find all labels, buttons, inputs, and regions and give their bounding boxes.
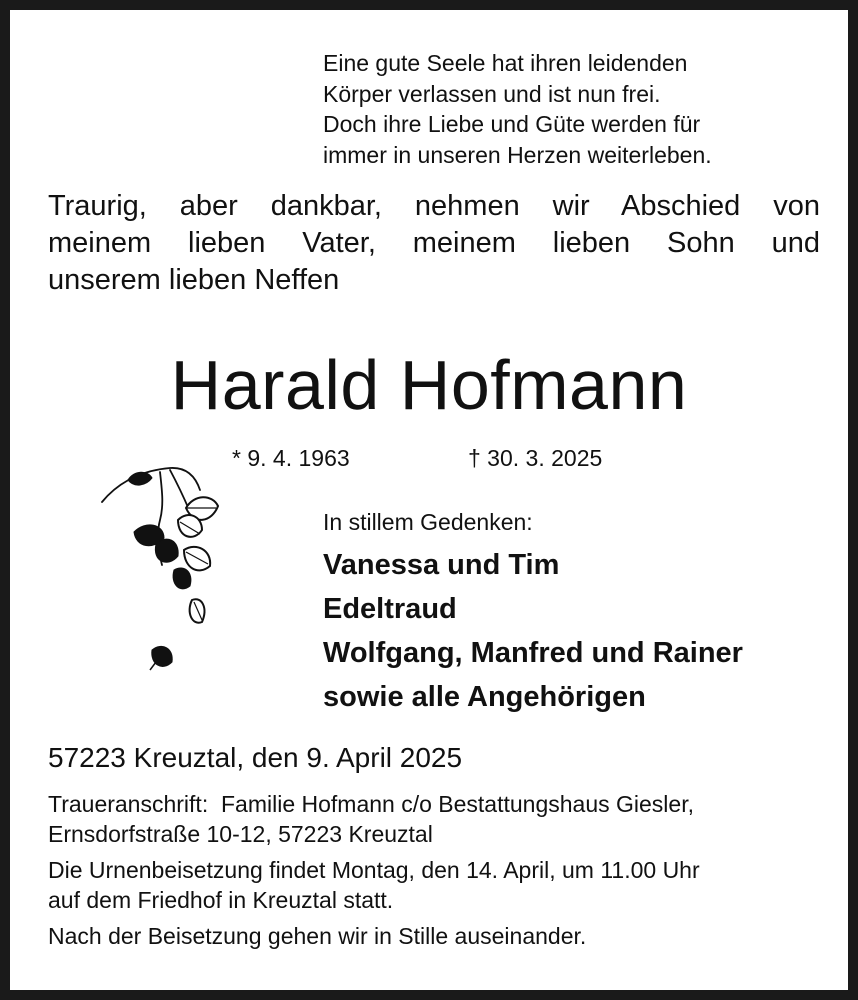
burial-line: auf dem Friedhof in Kreuztal statt. bbox=[48, 887, 394, 913]
verse-line: Eine gute Seele hat ihren leidenden bbox=[323, 50, 688, 76]
death-date: † 30. 3. 2025 bbox=[468, 445, 603, 471]
mourner-line: Vanessa und Tim bbox=[323, 549, 560, 581]
deceased-name: Harald Hofmann bbox=[170, 346, 688, 424]
mourners-list bbox=[323, 543, 743, 719]
intro-line: meinem lieben Vater, meinem lieben Sohn und bbox=[48, 227, 820, 259]
intro-text bbox=[48, 188, 820, 299]
place-date: 57223 Kreuztal, den 9. April 2025 bbox=[48, 742, 463, 773]
address-line: Ernsdorfstraße 10-12, 57223 Kreuztal bbox=[48, 821, 433, 847]
address-line: Traueranschrift: Familie Hofmann c/o Bestattungshaus Giesler, bbox=[48, 791, 694, 817]
verse bbox=[323, 48, 823, 170]
mourner-line: Edeltraud bbox=[323, 593, 457, 625]
intro-line: unserem lieben Neffen bbox=[48, 264, 340, 296]
mourner-line: sowie alle Angehörigen bbox=[323, 681, 646, 713]
farewell-line: Nach der Beisetzung gehen wir in Stille auseinander. bbox=[48, 923, 587, 949]
verse-line: Körper verlassen und ist nun frei. bbox=[323, 80, 661, 107]
leaf-branch-icon bbox=[90, 450, 240, 690]
mourner-line: Wolfgang, Manfred und Rainer bbox=[323, 637, 743, 669]
verse-line: immer in unseren Herzen weiterleben. bbox=[323, 141, 712, 168]
birth-date: * 9. 4. 1963 bbox=[232, 445, 350, 471]
intro-line: Traurig, aber dankbar, nehmen wir Abschied von bbox=[48, 190, 820, 222]
details-block bbox=[48, 789, 828, 951]
verse-line: Doch ihre Liebe und Güte werden für bbox=[323, 111, 701, 137]
memoriam-label: In stillem Gedenken: bbox=[323, 509, 533, 535]
burial-line: Die Urnenbeisetzung findet Montag, den 14. April, um 11.00 Uhr bbox=[48, 857, 700, 883]
